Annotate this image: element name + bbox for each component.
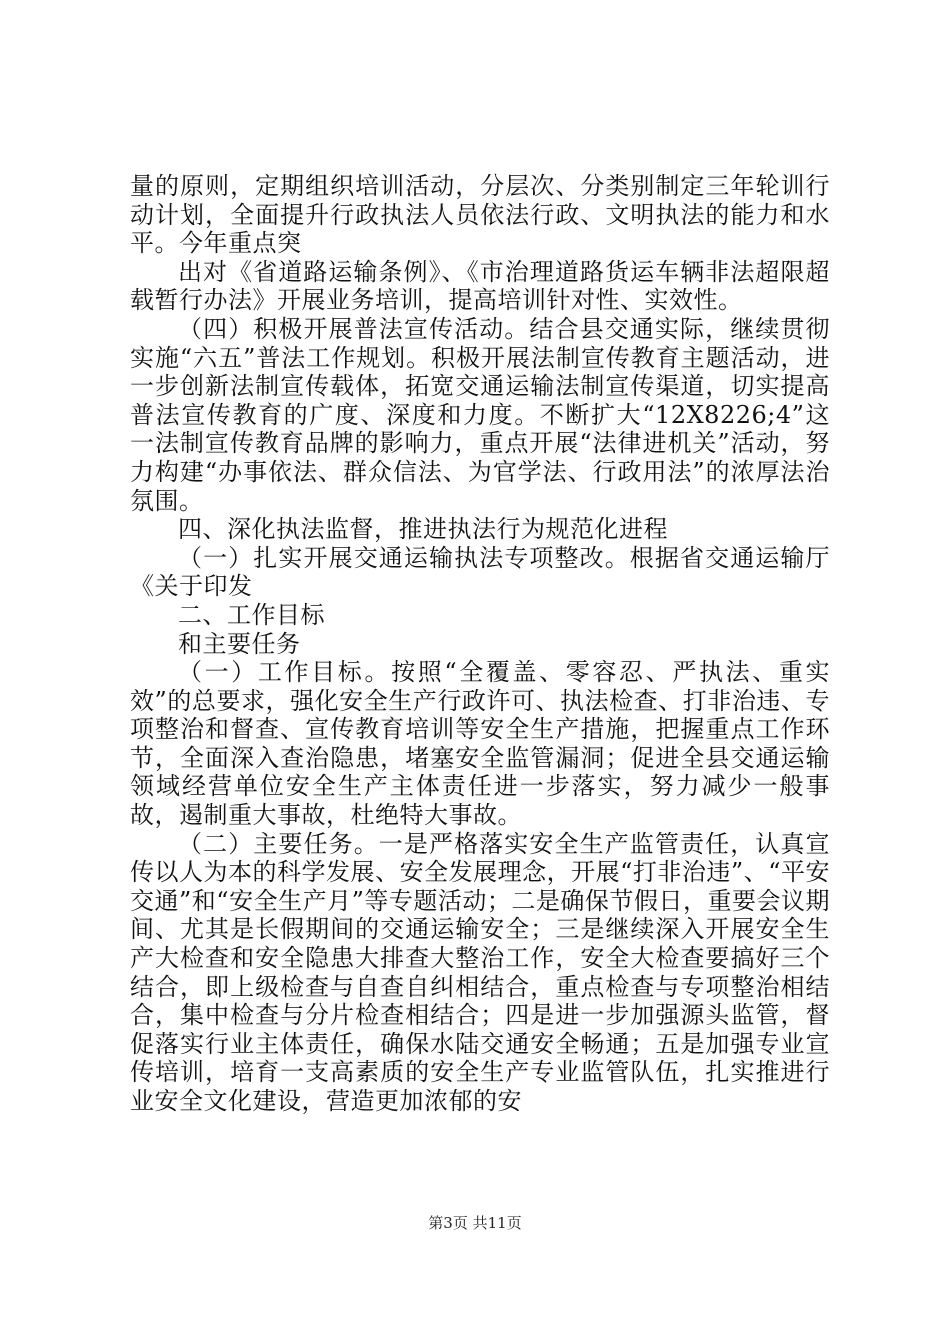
page-footer xyxy=(0,1213,950,1233)
paragraph-work-goals: （一）工作目标。按照“全覆盖、零容忍、严执法、重实效”的总要求，强化安全生产行政许可、执法检查、打非治违、专项整治和督查、宣传教育培训等安全生产措施，把握重点工作环节，全面深入查治隐患，堵塞安全监管漏洞；促进全县交通运输领域经营单位安全生产主体责任进一步落实，努力减少一般事故，遏制重大事故，杜绝特大事故。 xyxy=(130,658,830,830)
section-heading-tasks: 和主要任务 xyxy=(178,629,301,658)
paragraph-legal-publicity: （四）积极开展普法宣传活动。结合县交通实际，继续贯彻实施“六五”普法工作规划。积极开展法制宣传教育主题活动，进一步创新法制宣传载体，拓宽交通运输法制宣传渠道，切实提高普法宣传教育的广度、深度和力度。不断扩大“12X8226;4”这一法制宣传教育品牌的影响力，重点开展“法律进机关”活动，努力构建“办事依法、群众信法、为官学法、行政用法”的浓厚法治氛围。 xyxy=(130,314,830,515)
paragraph-continuation: 量的原则，定期组织培训活动，分层次、分类别制定三年轮训行动计划，全面提升行政执法人员依法行政、文明执法的能力和水平。今年重点突 xyxy=(130,172,830,258)
paragraph-rectification: （一）扎实开展交通运输执法专项整改。根据省交通运输厅《关于印发 xyxy=(130,543,830,601)
paragraph-main-tasks: （二）主要任务。一是严格落实安全生产监管责任，认真宣传以人为本的科学发展、安全发展理念，开展“打非治违”、“平安交通”和“安全生产月”等专题活动；二是确保节假日，重要会议期间、尤其是长假期间的交通运输安全；三是继续深入开展安全生产大检查和安全隐患大排查大整治工作，安全大检查要搞好三个结合，即上级检查与自查自纠相结合，重点检查与专项整治相结合，集中检查与分片检查相结合；四是进一步加强源头监管，督促落实行业主体责任，确保水陆交通安全畅通；五是加强专业宣传培训，培育一支高素质的安全生产专业监管队伍，扎实推进行业安全文化建设，营造更加浓郁的安 xyxy=(130,829,830,1115)
section-heading-enforcement: 四、深化执法监督，推进执法行为规范化进程 xyxy=(178,515,668,544)
section-heading-goals: 二、工作目标 xyxy=(178,600,325,629)
document-body xyxy=(130,172,830,1116)
page-number: 第3页 共11页 xyxy=(428,1214,522,1232)
paragraph-training: 出对《省道路运输条例》、《市治理道路货运车辆非法超限超载暂行办法》开展业务培训，提高培训针对性、实效性。 xyxy=(130,257,830,315)
